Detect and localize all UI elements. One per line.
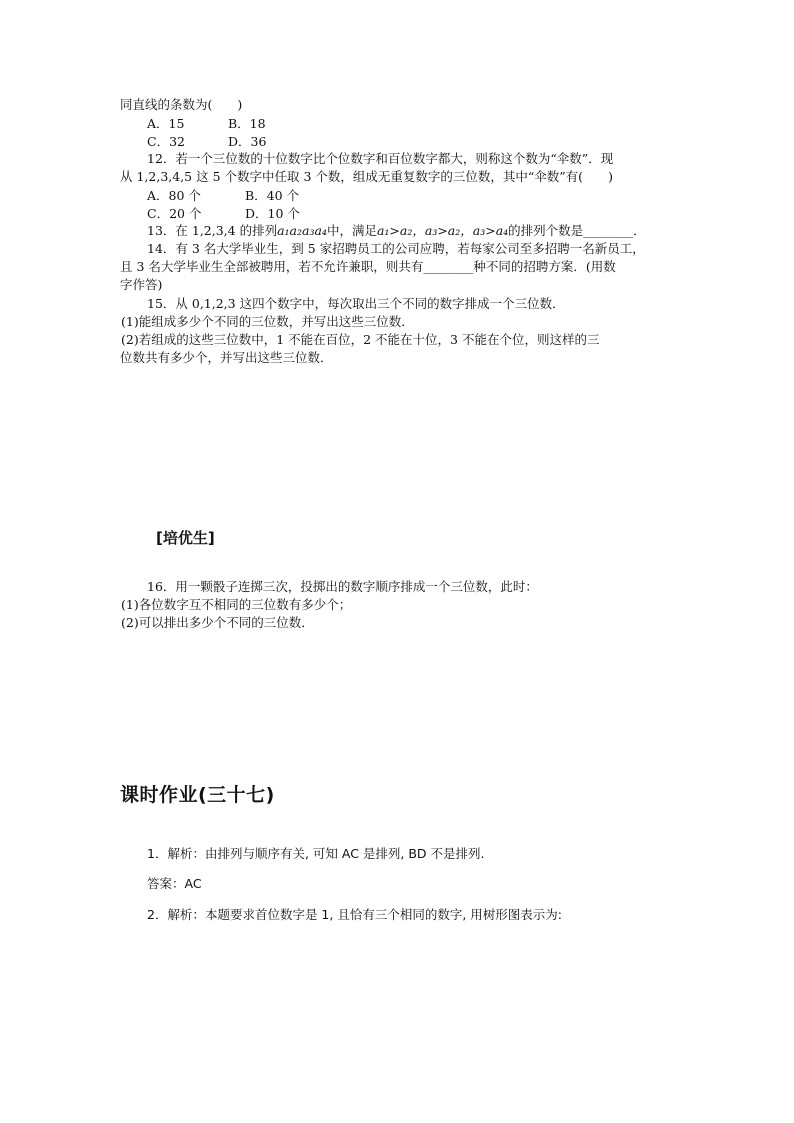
q13-mid: 中，满足 (326, 223, 377, 238)
q11-option-c: C．32 (147, 134, 185, 149)
q12-line2: 从 1,2,3,4,5 这 5 个数字中任取 3 个数，组成无重复数字的三位数，其中“伞数”有( ) (120, 169, 613, 184)
q13-line (147, 222, 687, 240)
q11-options-row2 (0, 132, 794, 150)
q14-line1: 14．有 3 名大学毕业生，到 5 家招聘员工的公司应聘，若每家公司至多招聘一名新员工， (147, 241, 645, 256)
q13-suffix: 的排列个数是________． (508, 223, 646, 238)
q11-stem-end: 同直线的条数为( ) (120, 97, 243, 112)
q15-part1: (1)能组成多少个不同的三位数，并写出这些三位数． (121, 314, 414, 329)
q12-line1: 12．若一个三位数的十位数字比个位数字和百位数字都大，则称这个数为“伞数”．现 (147, 151, 614, 166)
answer-1-answer: 答案：AC (147, 876, 202, 891)
q13-prefix: 13．在 1,2,3,4 的排列 (147, 223, 278, 238)
q16-part1: (1)各位数字互不相同的三位数有多少个； (121, 597, 352, 612)
q11-option-b: B．18 (228, 116, 266, 131)
q12-option-a: A．80 个 (147, 188, 201, 203)
q12-option-c: C．20 个 (147, 206, 202, 221)
q11-options-row1 (0, 114, 794, 132)
q11-option-d: D．36 (228, 134, 267, 149)
q15-part2-line1: (2)若组成的这些三位数中，1 不能在百位，2 不能在十位，3 不能在个位，则这样的三 (121, 332, 600, 347)
q11-option-a: A．15 (147, 116, 185, 131)
q14-line3: 字作答) (120, 277, 163, 292)
q16-line1: 16．用一颗骰子连掷三次，投掷出的数字顺序排成一个三位数，此时： (147, 579, 538, 594)
q14-line2: 且 3 名大学毕业生全部被聘用，若不允许兼职，则共有________种不同的招聘方案．(用数 (120, 259, 616, 274)
q12-option-b: B．40 个 (245, 188, 300, 203)
q13-sequence: a₁a₂a₃a₄ (277, 223, 327, 238)
answer-1-analysis: 1．解析：由排列与顺序有关, 可知 AC 是排列, BD 不是排列. (147, 846, 485, 861)
q15-part2-line2: 位数共有多少个，并写出这些三位数． (120, 350, 333, 365)
q12-options-row2 (0, 204, 794, 222)
q12-options-row1 (0, 186, 794, 204)
section-heading-advanced: [培优生] (156, 529, 215, 547)
q13-condition: a₁>a₂，a₃>a₂，a₃>a₄ (376, 223, 509, 238)
q15-line1: 15．从 0,1,2,3 这四个数字中，每次取出三个不同的数字排成一个三位数． (147, 296, 565, 311)
answers-title: 课时作业(三十七) (120, 784, 275, 806)
q16-part2: (2)可以排出多少个不同的三位数． (121, 615, 314, 630)
answer-2-analysis: 2．解析：本题要求首位数字是 1, 且恰有三个相同的数字, 用树形图表示为: (147, 907, 562, 922)
q12-option-d: D．10 个 (245, 206, 300, 221)
